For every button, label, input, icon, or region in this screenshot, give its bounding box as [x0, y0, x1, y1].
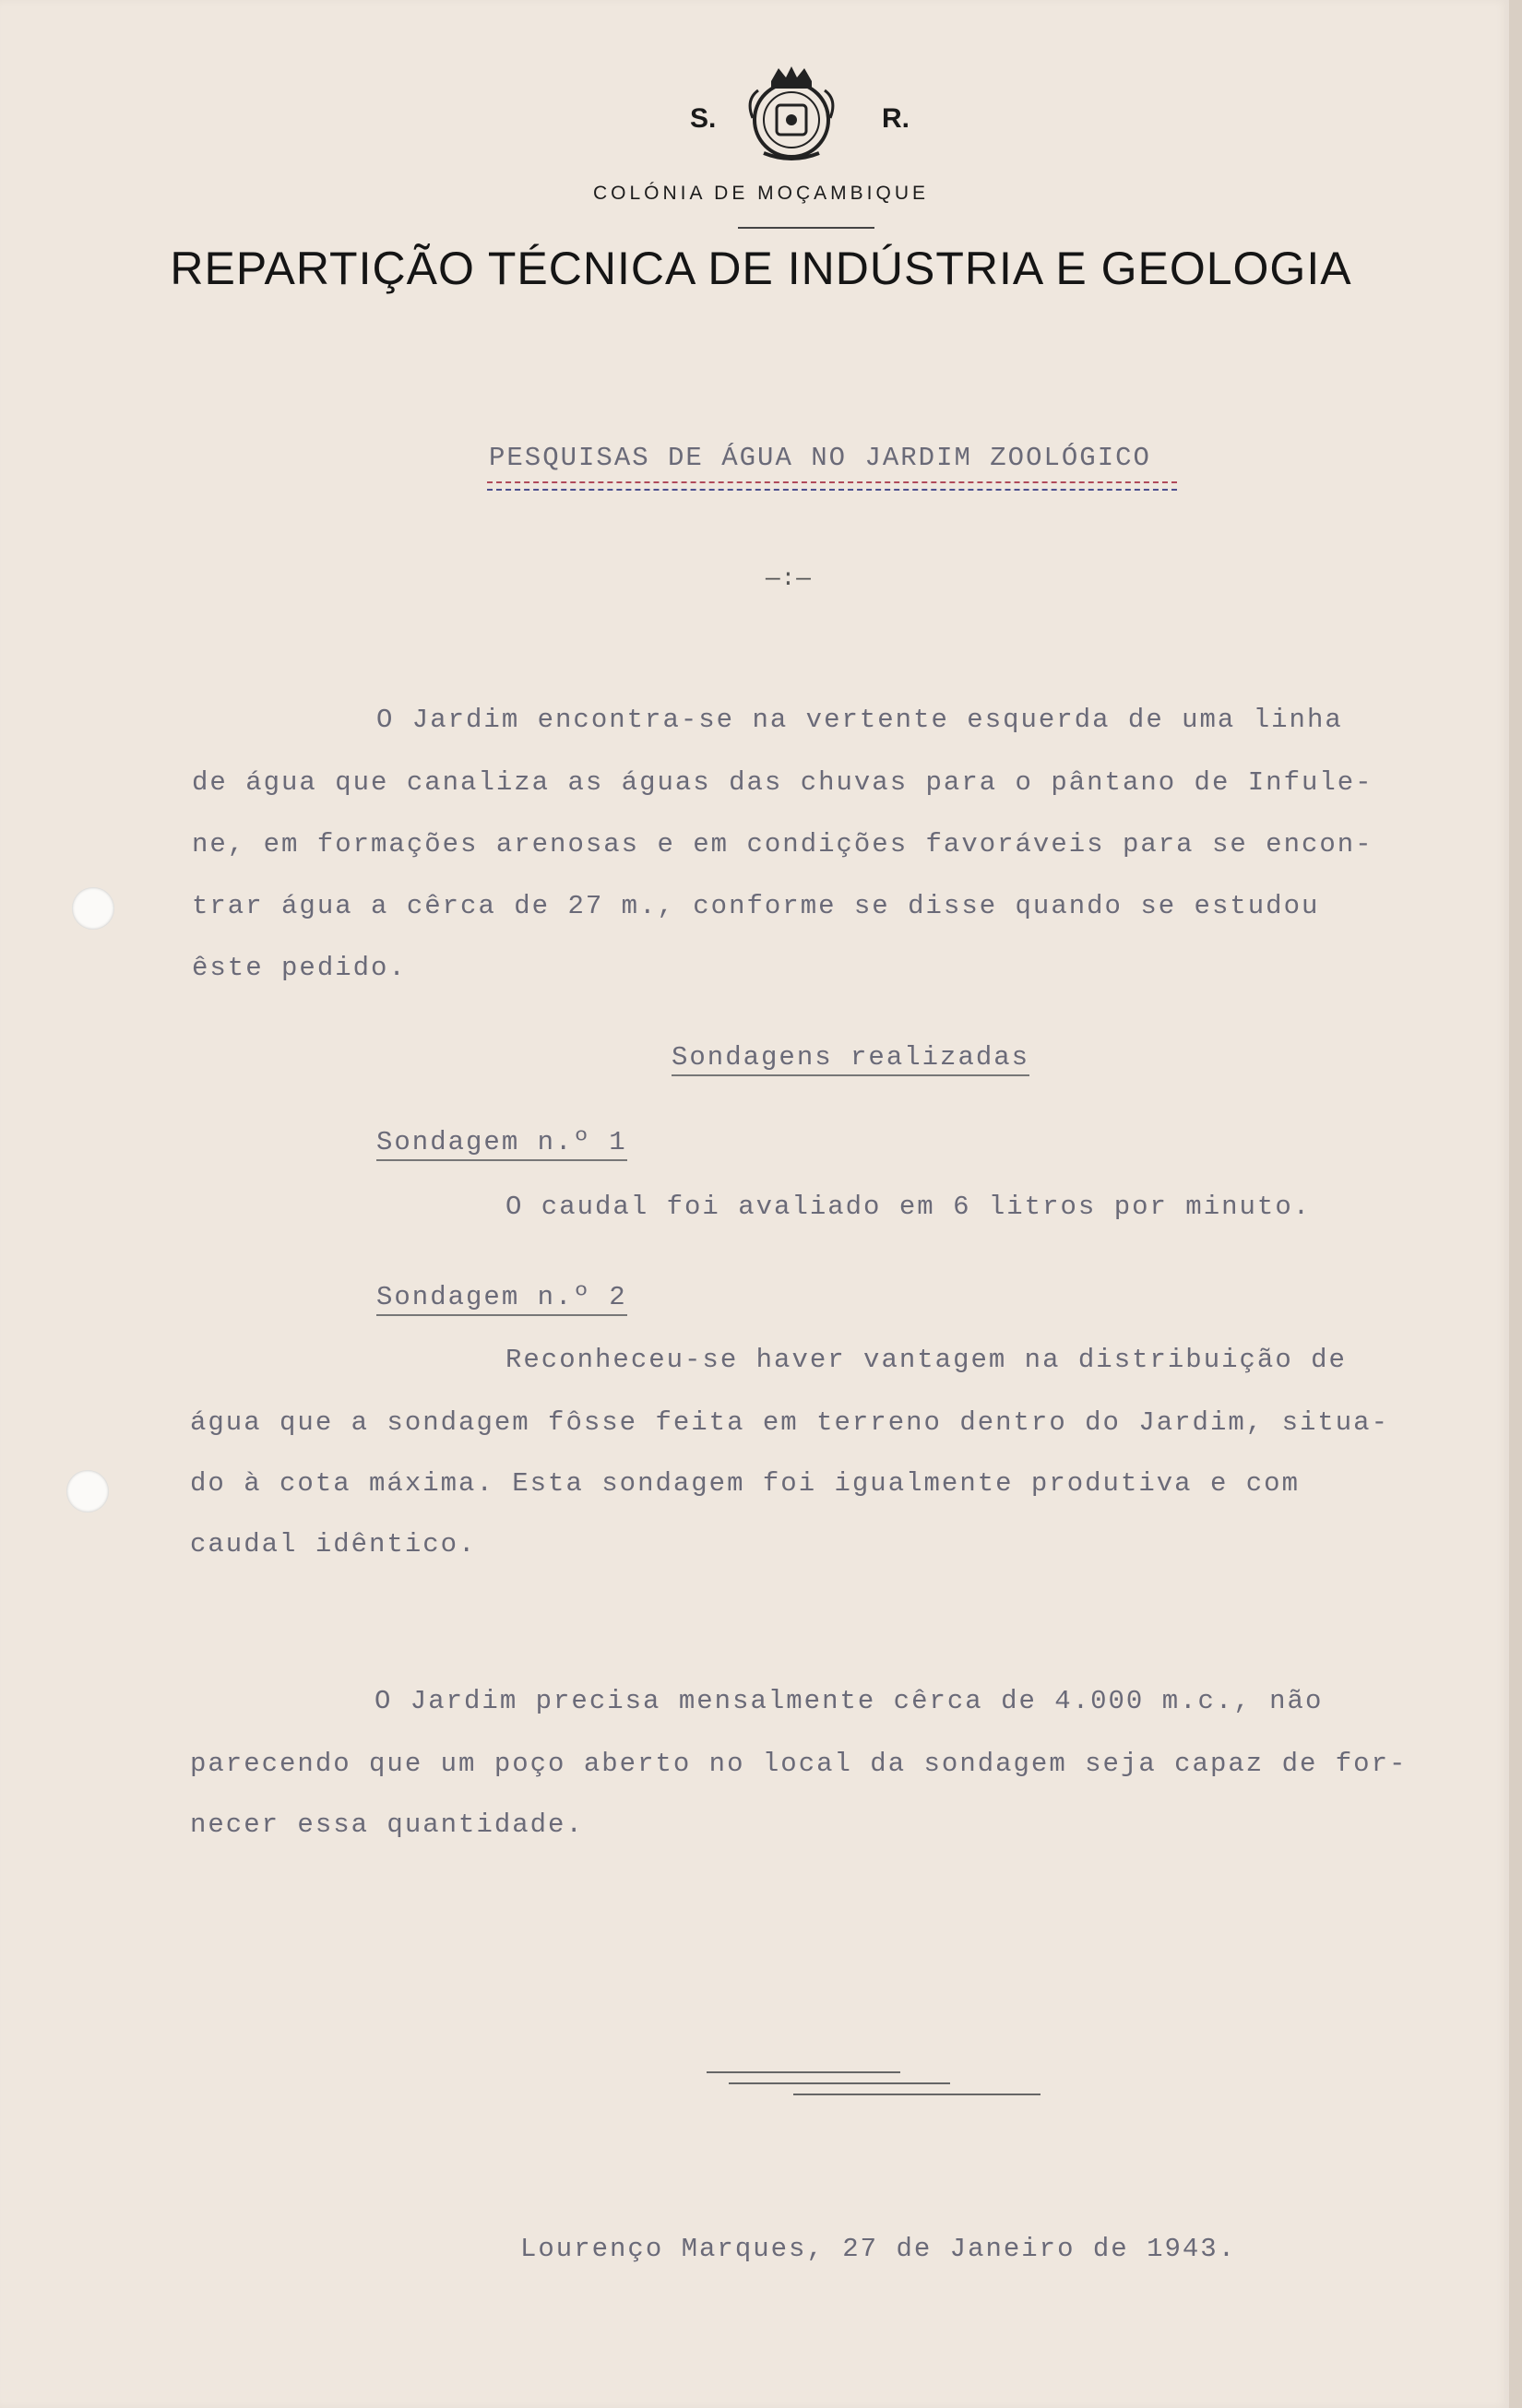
sondagem-2-line-4: caudal idêntico. — [190, 1529, 477, 1560]
page-edge — [1509, 0, 1522, 2408]
closing-date-line: Lourenço Marques, 27 de Janeiro de 1943. — [520, 2234, 1237, 2264]
coat-of-arms-icon — [740, 63, 843, 166]
punch-hole-top — [72, 887, 114, 930]
letterhead-left-mark: S. — [690, 103, 717, 134]
intro-line-4: trar água a cêrca de 27 m., conforme se disse quando se estudou — [192, 891, 1320, 921]
closing-rule-3 — [793, 2094, 1040, 2095]
sondagem-1-heading: Sondagem n.º 1 — [376, 1127, 627, 1161]
intro-line-1: O Jardim encontra-se na vertente esquerda de uma linha — [376, 705, 1343, 735]
punch-hole-bottom — [66, 1470, 109, 1512]
sondagem-2-heading: Sondagem n.º 2 — [376, 1282, 627, 1316]
section-heading: Sondagens realizadas — [672, 1042, 1029, 1076]
title-underline-blue — [487, 489, 1177, 491]
intro-line-5: êste pedido. — [192, 953, 407, 983]
sondagem-2-line-1: Reconheceu-se haver vantagem na distribuição de — [505, 1345, 1347, 1375]
colony-name: COLÓNIA DE MOÇAMBIQUE — [592, 183, 930, 204]
conclusion-line-2: parecendo que um poço aberto no local da sondagem seja capaz de for- — [190, 1749, 1408, 1779]
conclusion-line-3: necer essa quantidade. — [190, 1809, 584, 1840]
title-underline-red — [487, 481, 1177, 483]
letterhead-right-mark: R. — [882, 103, 910, 134]
closing-rule-1 — [707, 2071, 900, 2073]
colony-rule — [738, 227, 874, 229]
closing-rule-2 — [729, 2082, 950, 2084]
sondagem-2-line-2: água que a sondagem fôsse feita em terreno dentro do Jardim, situa- — [190, 1407, 1389, 1438]
sondagem-1-text: O caudal foi avaliado em 6 litros por minuto. — [505, 1192, 1312, 1222]
conclusion-line-1: O Jardim precisa mensalmente cêrca de 4.000 m.c., não — [375, 1686, 1324, 1716]
sondagem-2-line-3: do à cota máxima. Esta sondagem foi igualmente produtiva e com — [190, 1468, 1300, 1499]
separator: —:— — [766, 564, 812, 592]
intro-line-3: ne, em formações arenosas e em condições favoráveis para se encon- — [192, 829, 1373, 860]
agency-name: REPARTIÇÃO TÉCNICA DE INDÚSTRIA E GEOLOGIA — [170, 243, 1352, 294]
intro-line-2: de água que canaliza as águas das chuvas para o pântano de Infule- — [192, 767, 1373, 798]
document-title: PESQUISAS DE ÁGUA NO JARDIM ZOOLÓGICO — [489, 443, 1151, 473]
